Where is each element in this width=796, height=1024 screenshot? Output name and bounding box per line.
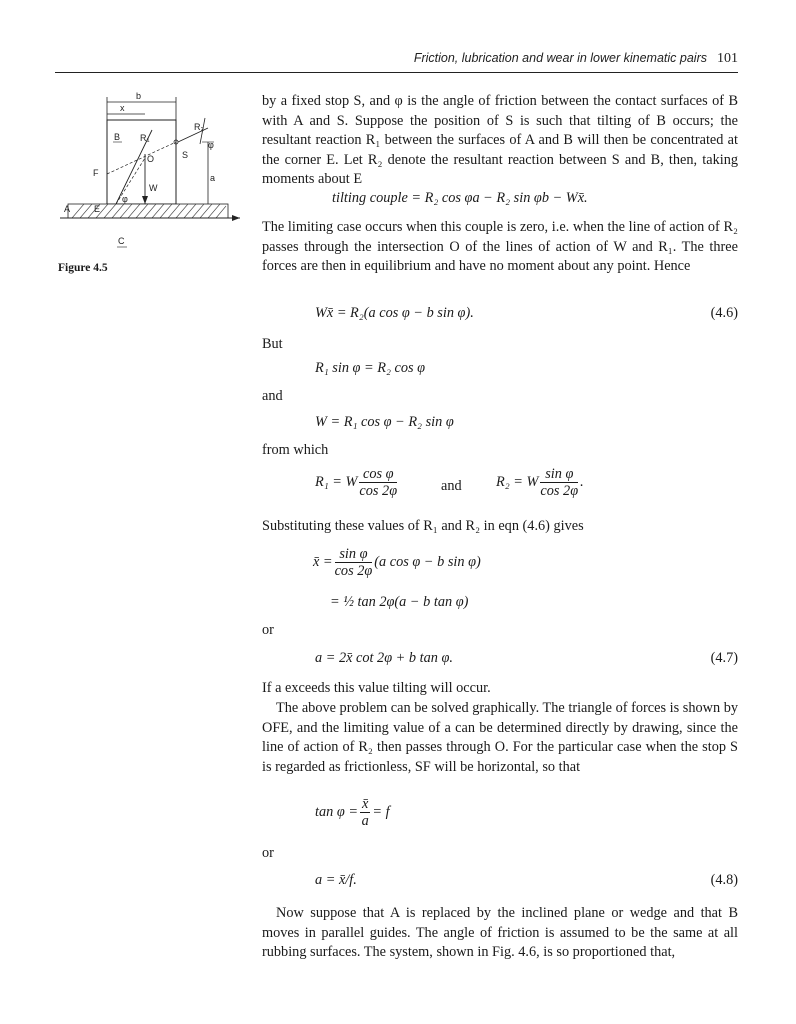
paragraph-6: Now suppose that A is replaced by the inclined plane or wedge and that B moves in parallel guides. The angle of friction is assumed to be the same at all rubbing surfaces. The system, shown in Fig. 4.6, is so proportioned that, — [262, 905, 738, 960]
equation-xbar — [313, 546, 481, 579]
label-B: B — [114, 132, 121, 142]
xbar-numerator: sin φ — [335, 546, 373, 563]
label-C: C — [118, 236, 125, 246]
figure-caption: Figure 4.5 — [58, 262, 108, 274]
label-W: W — [149, 183, 158, 193]
equation-half-tan: = ½ tan 2φ(a − b tan φ) — [330, 594, 469, 610]
paragraph-3: Substituting these values of R₁ and R₂ in eqn (4.6) gives — [262, 518, 584, 534]
r2-numerator: sin φ — [540, 466, 578, 483]
label-phi-top: φ — [208, 140, 214, 150]
f-dashed-line — [107, 142, 176, 174]
base-a — [68, 204, 228, 218]
equation-4-8: a = x̄/f. — [315, 872, 357, 888]
r2-denominator: cos 2φ — [540, 483, 579, 499]
label-phi-bottom: φ — [122, 194, 128, 204]
paragraph-2: The limiting case occurs when this couple is zero, i.e. when the line of action of R₂ passes through the intersection O of the lines of action of W and R₁. The three forces are then in equilibrium and have no moment about any point. Hence — [262, 219, 738, 274]
header-rule — [55, 72, 738, 73]
equation-r1 — [315, 466, 399, 499]
label-F: F — [93, 168, 99, 178]
paragraph-4: If a exceeds this value tilting will occur. — [262, 680, 491, 696]
label-R2: R₂ — [194, 122, 204, 132]
equation-tan-phi — [315, 796, 390, 829]
equation-number-4-6: (4.6) — [710, 305, 738, 321]
r1-lhs: R₁ = W — [315, 473, 358, 490]
xbar-tail: (a cos φ − b sin φ) — [374, 553, 481, 570]
label-x: x — [120, 103, 125, 113]
xbar-denominator: cos 2φ — [334, 563, 373, 579]
text-or-1: or — [262, 622, 274, 638]
label-S: S — [182, 150, 189, 160]
label-O: O — [147, 154, 155, 164]
r1-denominator: cos 2φ — [359, 483, 398, 499]
equation-number-4-8: (4.8) — [710, 872, 738, 888]
xbar-lhs: x̄ = — [313, 553, 333, 570]
label-a: a — [210, 173, 216, 183]
equation-4-6: Wx̄ = R₂(a cos φ − b sin φ). — [315, 305, 474, 321]
label-b: b — [136, 92, 142, 101]
equation-r2 — [496, 466, 584, 499]
equation-4-7: a = 2x̄ cot 2φ + b tan φ. — [315, 650, 453, 666]
tan-denominator: a — [361, 813, 369, 829]
figure-4-5-diagram — [60, 92, 240, 262]
text-but: But — [262, 336, 283, 352]
text-and-middle: and — [441, 478, 462, 494]
tan-lhs: tan φ = — [315, 803, 358, 820]
label-R1: R₁ — [140, 133, 150, 143]
r2-tail: . — [580, 473, 584, 490]
paragraph-1: by a fixed stop S, and φ is the angle of friction between the contact surfaces of B with A and S. Suppose the position of S is such that tilting of B occurs; the resultant reaction R₁ between the surfaces of A and B will then be concentrated at the corner E. Let R₂ denote the resultant reaction between S and B, then, taking moments about E — [262, 93, 738, 187]
label-A: A — [64, 204, 71, 214]
running-header — [380, 51, 738, 67]
equation-tilting-couple: tilting couple = R₂ cos φa − R₂ sin φb − Wx̄. — [332, 190, 588, 206]
text-and: and — [262, 388, 283, 404]
label-E: E — [94, 204, 101, 214]
tan-tail: = f — [372, 803, 390, 820]
page-number: 101 — [717, 51, 738, 66]
r1-numerator: cos φ — [359, 466, 397, 483]
text-from-which: from which — [262, 442, 329, 458]
equation-number-4-7: (4.7) — [710, 650, 738, 666]
tan-numerator: x̄ — [361, 796, 369, 812]
equation-r1-sin: R₁ sin φ = R₂ cos φ — [315, 360, 426, 376]
running-title: Friction, lubrication and wear in lower kinematic pairs — [413, 51, 707, 65]
text-or-2: or — [262, 845, 274, 861]
equation-w: W = R₁ cos φ − R₂ sin φ — [315, 414, 454, 430]
r2-lhs: R₂ = W — [496, 473, 539, 490]
paragraph-5: The above problem can be solved graphically. The triangle of forces is shown by OFE, and the limiting value of a can be determined directly by drawing, since the line of action of R₂ then passes through O. For the particular case when the stop S is regarded as frictionless, SF will be horizontal, so that — [262, 700, 738, 775]
